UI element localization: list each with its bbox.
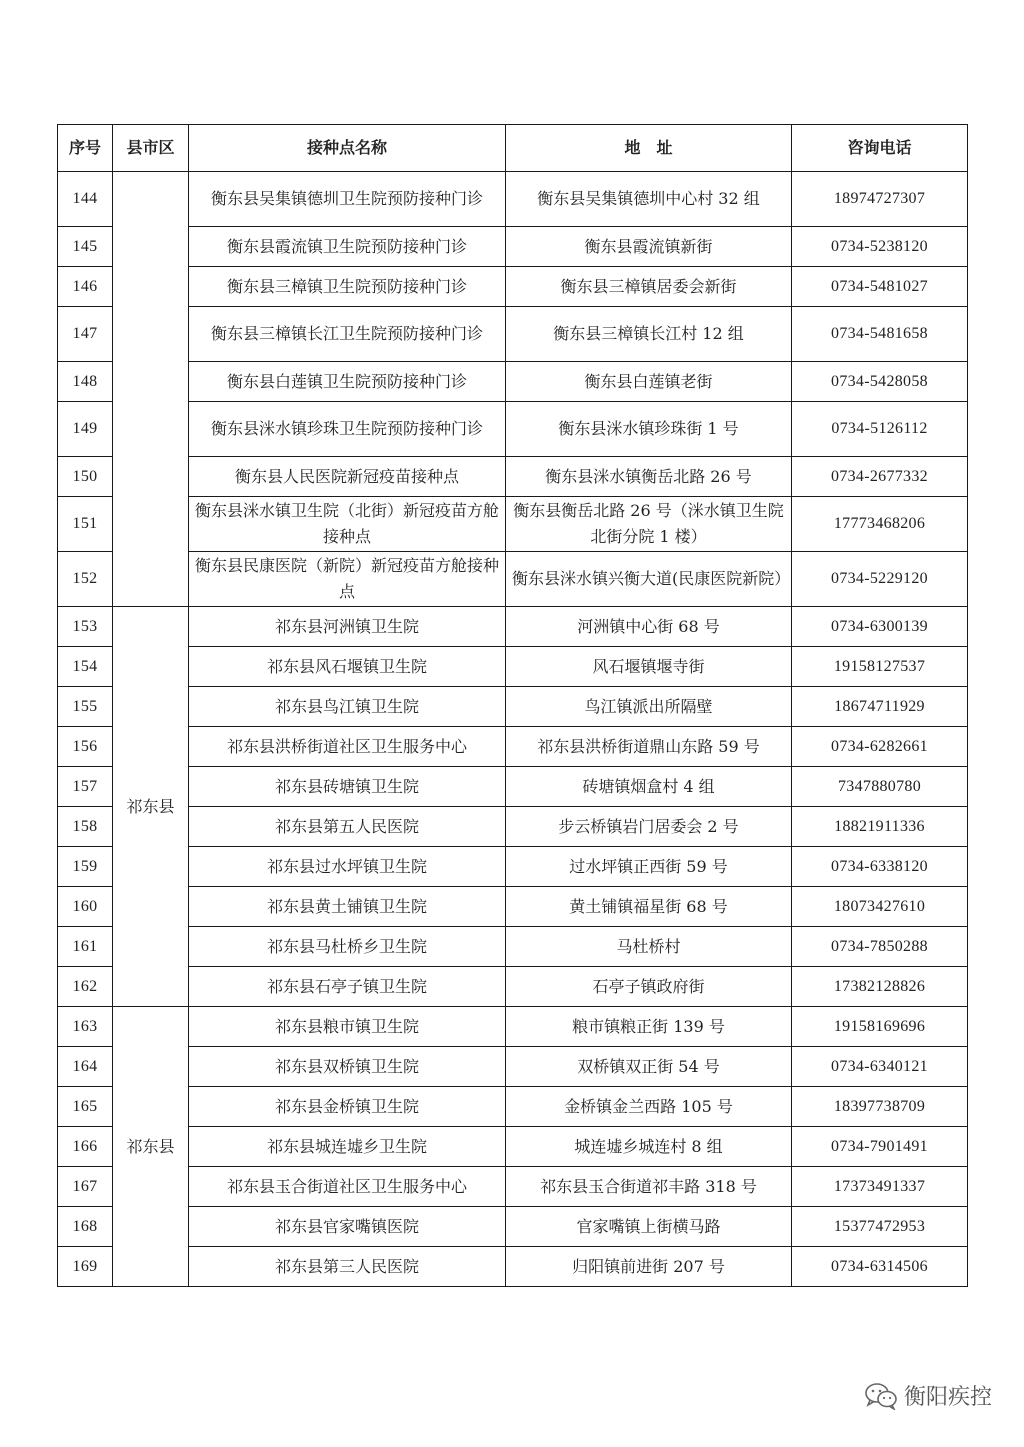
cell-phone: 0734-5428058	[792, 362, 968, 402]
cell-seq: 153	[58, 607, 113, 647]
cell-address: 双桥镇双正街 54 号	[506, 1047, 792, 1087]
cell-site-name: 祁东县第五人民医院	[189, 807, 506, 847]
cell-address: 祁东县玉合街道祁丰路 318 号	[506, 1167, 792, 1207]
cell-site-name: 祁东县洪桥街道社区卫生服务中心	[189, 727, 506, 767]
cell-site-name: 祁东县城连墟乡卫生院	[189, 1127, 506, 1167]
cell-address: 砖塘镇烟盒村 4 组	[506, 767, 792, 807]
cell-seq: 148	[58, 362, 113, 402]
cell-seq: 167	[58, 1167, 113, 1207]
cell-phone: 0734-7901491	[792, 1127, 968, 1167]
wechat-icon	[864, 1382, 898, 1410]
cell-site-name: 祁东县双桥镇卫生院	[189, 1047, 506, 1087]
cell-site-name: 祁东县砖塘镇卫生院	[189, 767, 506, 807]
cell-site-name: 祁东县河洲镇卫生院	[189, 607, 506, 647]
table-row	[58, 307, 968, 362]
cell-phone: 0734-5481658	[792, 307, 968, 362]
cell-address: 步云桥镇岩门居委会 2 号	[506, 807, 792, 847]
table-row	[58, 807, 968, 847]
cell-phone: 17773468206	[792, 497, 968, 552]
cell-address: 衡东县吴集镇德圳中心村 32 组	[506, 172, 792, 227]
cell-phone: 7347880780	[792, 767, 968, 807]
cell-address: 衡东县三樟镇长江村 12 组	[506, 307, 792, 362]
cell-phone: 18397738709	[792, 1087, 968, 1127]
cell-phone: 0734-6338120	[792, 847, 968, 887]
table-row	[58, 227, 968, 267]
cell-site-name: 祁东县石亭子镇卫生院	[189, 967, 506, 1007]
header-county: 县市区	[113, 125, 189, 172]
table-row	[58, 727, 968, 767]
cell-seq: 169	[58, 1247, 113, 1287]
cell-address: 衡东县三樟镇居委会新街	[506, 267, 792, 307]
cell-phone: 18674711929	[792, 687, 968, 727]
cell-phone: 0734-5238120	[792, 227, 968, 267]
table-row	[58, 1127, 968, 1167]
cell-address: 衡东县衡岳北路 26 号（洣水镇卫生院北街分院 1 楼）	[506, 497, 792, 552]
cell-seq: 165	[58, 1087, 113, 1127]
cell-site-name: 祁东县过水坪镇卫生院	[189, 847, 506, 887]
cell-seq: 158	[58, 807, 113, 847]
cell-phone: 0734-5126112	[792, 402, 968, 457]
cell-seq: 151	[58, 497, 113, 552]
table-header-row	[58, 125, 968, 172]
cell-phone: 18974727307	[792, 172, 968, 227]
cell-phone: 19158127537	[792, 647, 968, 687]
watermark	[864, 1380, 992, 1411]
header-site: 接种点名称	[189, 125, 506, 172]
cell-address: 衡东县洣水镇兴衡大道(民康医院新院）	[506, 552, 792, 607]
cell-address: 衡东县霞流镇新街	[506, 227, 792, 267]
cell-site-name: 祁东县马杜桥乡卫生院	[189, 927, 506, 967]
cell-site-name: 祁东县金桥镇卫生院	[189, 1087, 506, 1127]
cell-address: 金桥镇金兰西路 105 号	[506, 1087, 792, 1127]
cell-phone: 15377472953	[792, 1207, 968, 1247]
cell-seq: 162	[58, 967, 113, 1007]
table-row	[58, 767, 968, 807]
cell-site-name: 衡东县洣水镇珍珠卫生院预防接种门诊	[189, 402, 506, 457]
cell-seq: 149	[58, 402, 113, 457]
cell-site-name: 衡东县三樟镇长江卫生院预防接种门诊	[189, 307, 506, 362]
cell-site-name: 衡东县霞流镇卫生院预防接种门诊	[189, 227, 506, 267]
cell-phone: 18821911336	[792, 807, 968, 847]
table-row	[58, 1247, 968, 1287]
cell-seq: 152	[58, 552, 113, 607]
cell-seq: 166	[58, 1127, 113, 1167]
table-row	[58, 887, 968, 927]
cell-county	[113, 172, 189, 607]
cell-seq: 144	[58, 172, 113, 227]
cell-site-name: 衡东县民康医院（新院）新冠疫苗方舱接种点	[189, 552, 506, 607]
table-row	[58, 402, 968, 457]
cell-phone: 0734-7850288	[792, 927, 968, 967]
cell-phone: 0734-6300139	[792, 607, 968, 647]
cell-address: 马杜桥村	[506, 927, 792, 967]
cell-seq: 161	[58, 927, 113, 967]
cell-phone: 17373491337	[792, 1167, 968, 1207]
cell-site-name: 祁东县黄土铺镇卫生院	[189, 887, 506, 927]
cell-site-name: 衡东县白莲镇卫生院预防接种门诊	[189, 362, 506, 402]
cell-phone: 19158169696	[792, 1007, 968, 1047]
cell-phone: 0734-2677332	[792, 457, 968, 497]
cell-phone: 18073427610	[792, 887, 968, 927]
cell-address: 衡东县白莲镇老街	[506, 362, 792, 402]
table-row	[58, 552, 968, 607]
table-row	[58, 1207, 968, 1247]
cell-site-name: 衡东县洣水镇卫生院（北街）新冠疫苗方舱接种点	[189, 497, 506, 552]
cell-seq: 150	[58, 457, 113, 497]
table-row	[58, 1047, 968, 1087]
cell-site-name: 衡东县人民医院新冠疫苗接种点	[189, 457, 506, 497]
cell-phone: 0734-6314506	[792, 1247, 968, 1287]
table-row	[58, 847, 968, 887]
cell-address: 河洲镇中心街 68 号	[506, 607, 792, 647]
header-phone: 咨询电话	[792, 125, 968, 172]
cell-address: 衡东县洣水镇珍珠街 1 号	[506, 402, 792, 457]
table-row	[58, 927, 968, 967]
cell-site-name: 祁东县官家嘴镇医院	[189, 1207, 506, 1247]
cell-address: 过水坪镇正西街 59 号	[506, 847, 792, 887]
cell-seq: 155	[58, 687, 113, 727]
table-row	[58, 1007, 968, 1047]
cell-seq: 147	[58, 307, 113, 362]
cell-address: 鸟江镇派出所隔壁	[506, 687, 792, 727]
cell-seq: 145	[58, 227, 113, 267]
watermark-text: 衡阳疾控	[903, 1385, 992, 1410]
cell-site-name: 祁东县粮市镇卫生院	[189, 1007, 506, 1047]
cell-address: 归阳镇前进街 207 号	[506, 1247, 792, 1287]
cell-seq: 154	[58, 647, 113, 687]
table-row	[58, 457, 968, 497]
cell-address: 黄土铺镇福星街 68 号	[506, 887, 792, 927]
cell-phone: 0734-6282661	[792, 727, 968, 767]
cell-site-name: 祁东县风石堰镇卫生院	[189, 647, 506, 687]
cell-phone: 17382128826	[792, 967, 968, 1007]
cell-county: 祁东县	[113, 1007, 189, 1287]
cell-site-name: 祁东县鸟江镇卫生院	[189, 687, 506, 727]
cell-seq: 163	[58, 1007, 113, 1047]
cell-seq: 164	[58, 1047, 113, 1087]
table-body	[58, 172, 968, 1287]
table-row	[58, 687, 968, 727]
cell-address: 粮市镇粮正街 139 号	[506, 1007, 792, 1047]
cell-phone: 0734-6340121	[792, 1047, 968, 1087]
cell-seq: 159	[58, 847, 113, 887]
table-row	[58, 1167, 968, 1207]
cell-site-name: 衡东县吴集镇德圳卫生院预防接种门诊	[189, 172, 506, 227]
cell-phone: 0734-5481027	[792, 267, 968, 307]
cell-county: 祁东县	[113, 607, 189, 1007]
cell-address: 石亭子镇政府街	[506, 967, 792, 1007]
table-row	[58, 607, 968, 647]
cell-phone: 0734-5229120	[792, 552, 968, 607]
table-row	[58, 967, 968, 1007]
cell-seq: 160	[58, 887, 113, 927]
table-row	[58, 647, 968, 687]
header-address: 地 址	[506, 125, 792, 172]
cell-seq: 157	[58, 767, 113, 807]
table-row	[58, 172, 968, 227]
cell-address: 风石堰镇堰寺街	[506, 647, 792, 687]
cell-address: 祁东县洪桥街道鼎山东路 59 号	[506, 727, 792, 767]
cell-seq: 156	[58, 727, 113, 767]
table-row	[58, 362, 968, 402]
header-seq: 序号	[58, 125, 113, 172]
cell-address: 官家嘴镇上街横马路	[506, 1207, 792, 1247]
table-row	[58, 497, 968, 552]
cell-site-name: 衡东县三樟镇卫生院预防接种门诊	[189, 267, 506, 307]
vaccination-sites-table	[57, 124, 968, 1287]
cell-site-name: 祁东县第三人民医院	[189, 1247, 506, 1287]
cell-seq: 168	[58, 1207, 113, 1247]
cell-seq: 146	[58, 267, 113, 307]
cell-address: 城连墟乡城连村 8 组	[506, 1127, 792, 1167]
cell-address: 衡东县洣水镇衡岳北路 26 号	[506, 457, 792, 497]
table-row	[58, 267, 968, 307]
table-row	[58, 1087, 968, 1127]
cell-site-name: 祁东县玉合街道社区卫生服务中心	[189, 1167, 506, 1207]
